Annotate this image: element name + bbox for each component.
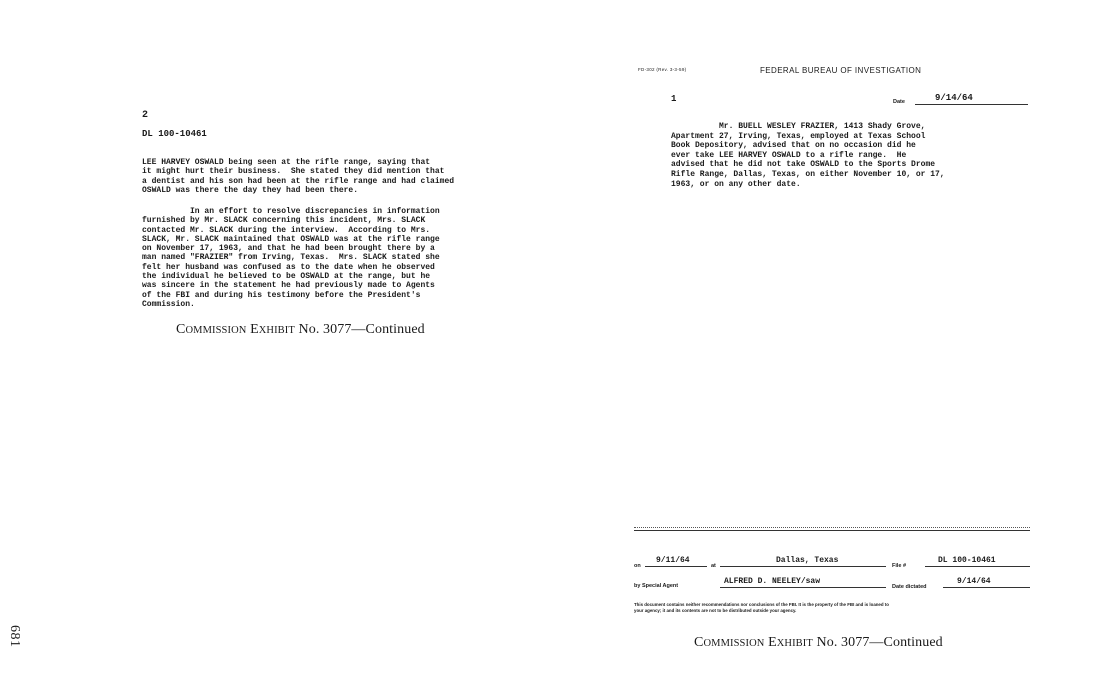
left-page-number: 2 bbox=[142, 110, 149, 121]
agent-underline bbox=[720, 587, 886, 588]
form-divider bbox=[634, 530, 1030, 531]
file-label: File # bbox=[892, 563, 907, 569]
at-value: Dallas, Texas bbox=[776, 556, 839, 565]
left-exhibit-caption bbox=[176, 322, 425, 338]
caption-word: XHIBIT bbox=[776, 638, 813, 649]
interview-paragraph: Mr. BUELL WESLEY FRAZIER, 1413 Shady Grove, Apartment 27, Irving, Texas, employed at Texas School Book Depository, advised that on no occasion did he ever take LEE HARVEY OSWALD to a rifle range. He advised that he did not take OSWALD to the Sports Drome Rifle Range, Dallas, Texas, on either November 10, or 17, 1963, or on any other date. bbox=[671, 122, 945, 189]
date-underline bbox=[915, 104, 1028, 105]
date-dictated-value: 9/14/64 bbox=[957, 577, 991, 586]
fbi-disclaimer: This document contains neither recommendations nor conclusions of the FBI. It is the property of the FBI and is loaned to your agency; it and its contents are not to be distributed outside your agency. bbox=[634, 602, 889, 613]
file-value: DL 100-10461 bbox=[938, 556, 996, 565]
agent-label: by Special Agent bbox=[634, 583, 679, 589]
left-paragraph-1: LEE HARVEY OSWALD being seen at the rifle range, saying that it might hurt their business. She stated they did mention that a dentist and his son had been at the rifle range and had claimed OSWALD was there the day they had been there. bbox=[142, 158, 455, 195]
caption-word: OMMISSION bbox=[185, 325, 247, 336]
at-label: at bbox=[711, 563, 716, 569]
left-file-number: DL 100-10461 bbox=[142, 129, 207, 139]
on-label: on bbox=[634, 563, 641, 569]
on-value: 9/11/64 bbox=[656, 556, 690, 565]
caption-word: OMMISSION bbox=[703, 638, 765, 649]
form-code: FD-302 (Rev. 3-3-59) bbox=[638, 67, 687, 72]
right-exhibit-caption bbox=[694, 635, 943, 651]
caption-word: XHIBIT bbox=[258, 325, 295, 336]
date-dictated-label: Date dictated bbox=[892, 584, 927, 590]
at-underline bbox=[720, 566, 886, 567]
date-value: 9/14/64 bbox=[935, 93, 973, 103]
page-folio: 681 bbox=[7, 625, 22, 648]
caption-initial: C bbox=[694, 635, 704, 650]
agency-title: FEDERAL BUREAU OF INVESTIGATION bbox=[760, 66, 922, 75]
caption-initial: E bbox=[250, 322, 259, 337]
form-divider-dotted bbox=[634, 527, 1030, 528]
caption-initial: C bbox=[176, 322, 186, 337]
date-label: Date bbox=[893, 99, 905, 105]
caption-number: No. 3077—Continued bbox=[816, 635, 943, 650]
right-page-number: 1 bbox=[671, 94, 677, 104]
date-dictated-underline bbox=[943, 587, 1030, 588]
left-paragraph-2: In an effort to resolve discrepancies in information furnished by Mr. SLACK concerning this incident, Mrs. SLACK contacted Mr. SLACK during the interview. According to Mrs. SLACK, Mr. SLACK maintained that OSWALD was at the rifle range on November 17, 1963, and that he had been brought there by a man named "FRAZIER" from Irving, Texas. Mrs. SLACK stated she felt her husband was confused as to the date when he observed the individual he believed to be OSWALD at the range, but he was sincere in the statement he had previously made to Agents of the FBI and during his testimony before the President's Commission. bbox=[142, 207, 440, 309]
file-underline bbox=[925, 566, 1030, 567]
caption-number: No. 3077—Continued bbox=[298, 322, 425, 337]
agent-value: ALFRED D. NEELEY/saw bbox=[724, 577, 821, 586]
caption-initial: E bbox=[768, 635, 777, 650]
on-underline bbox=[645, 566, 707, 567]
